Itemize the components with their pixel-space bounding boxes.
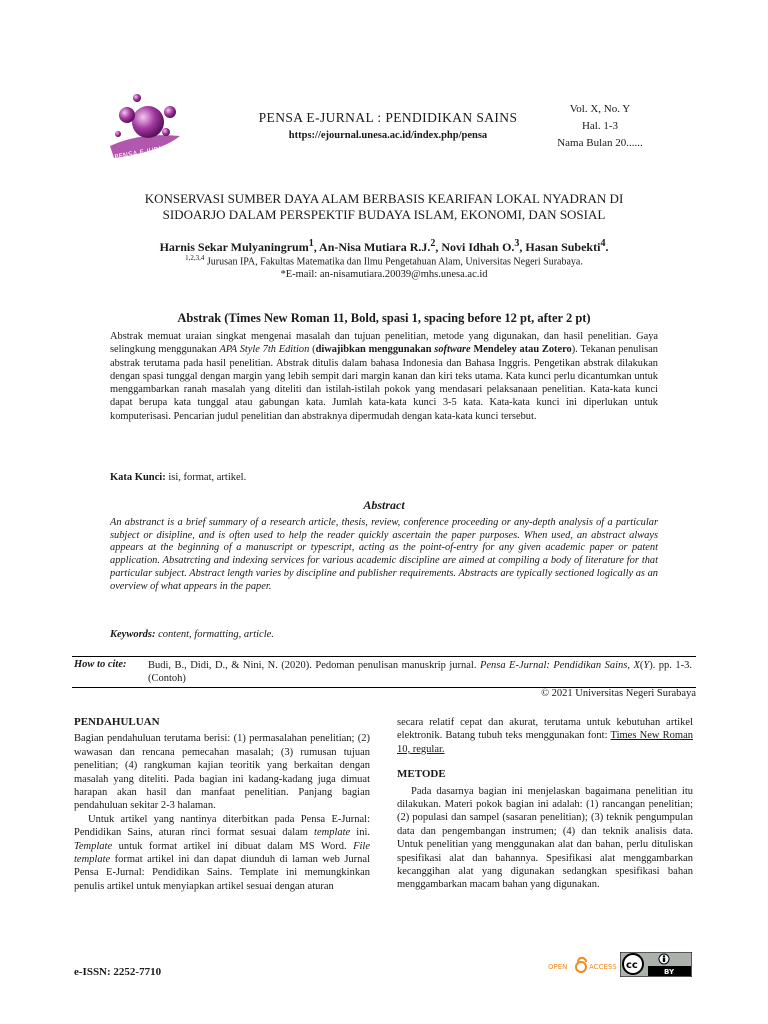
citation-label: How to cite: (74, 659, 127, 670)
email-address[interactable]: an-nisamutiara.20039@mhs.unesa.ac.id (319, 269, 488, 280)
keywords-label: Keywords: (110, 629, 156, 640)
corresponding-email (100, 269, 668, 280)
abstrak-software: software (434, 344, 471, 356)
section-heading-pendahuluan: PENDAHULUAN (74, 716, 160, 728)
title-line-1: KONSERVASI SUMBER DAYA ALAM BERBASIS KEARIFAN LOKAL NYADRAN DI (144, 191, 624, 206)
author-name: Hasan Subekti (525, 240, 601, 254)
author-sup: 1 (308, 238, 314, 249)
abstrak-heading: Abstrak (Times New Roman 11, Bold, spasi 1, spacing before 12 pt, after 2 pt) (177, 311, 591, 325)
citation-part: Budi, B., Didi, D., & Nini, N. (2020). Pedoman penulisan manuskrip jurnal. (148, 660, 480, 671)
open-access-badge (548, 956, 620, 974)
open-text: OPEN (548, 963, 568, 971)
author-sep: , (435, 240, 442, 254)
logo-text: PENSA E-JURNAL (113, 143, 174, 162)
kata-kunci (110, 472, 658, 483)
author-end: . (605, 240, 609, 254)
citation-part: ( (639, 660, 644, 671)
eissn: e-ISSN: 2252-7710 (74, 966, 162, 978)
author-name: An-Nisa Mutiara R.J. (319, 240, 431, 254)
open-access-lock-icon (576, 958, 586, 972)
by-text: BY (664, 968, 675, 976)
abstrak-text: ). Tekanan penulisan abstrak terutama pada hasil penelitian. Abstrak ditulis dalam bahasa Indonesia dan Bahasa Inggris. Pengetikan abstrak dilakukan dengan spasi tunggal dengan margin yang lebih sempit dari margin kanan dan kiri teks utama. Kata kunci perlu dicantumkan untuk menggambarkan ranah masalah yang diteliti dan istilah-istilah pokok yang mendasari pelaksanaan penelitian. Kata-kata kunci dapat berupa kata tunggal atau gabungan kata. Jumlah kata-kata kunci 3-5 kata. Kata-kata kunci ini diperlukan untuk komputerisasi. Pencarian judul penelitian dan abstraknya dipermudah dengan kata-kata kunci tersebut. (110, 344, 658, 422)
author-sup: 3 (514, 238, 520, 249)
cc-by-badge (620, 952, 692, 977)
abstract-heading: Abstract (363, 498, 405, 512)
abstrak-bold: diwajibkan menggunakan (315, 344, 435, 356)
citation-journal: Pensa E-Jurnal: Pendidikan Sains (479, 660, 628, 671)
affiliation-text: Jurusan IPA, Fakultas Matematika dan Ilmu Pengetahuan Alam, Universitas Negeri Surabaya. (204, 256, 583, 268)
text: Untuk artikel yang nantinya diterbitkan pada Pensa E-Jurnal: Pendidikan Sains, aturan rinci format sesuai dalam (74, 813, 370, 839)
apa-style: APA Style 7th Edition (219, 344, 310, 356)
author-sep: , (313, 240, 320, 254)
text: untuk format artikel ini dibuat dalam MS Word. (112, 840, 354, 852)
section-heading-metode: METODE (397, 768, 446, 781)
left-column (74, 716, 370, 893)
author-list (100, 238, 668, 255)
copyright: © 2021 Universitas Negeri Surabaya (541, 688, 696, 699)
author-sup: 4 (600, 238, 606, 249)
attribution-person-icon (659, 954, 669, 964)
citation-text (148, 659, 692, 685)
text-italic: File template (74, 840, 370, 866)
affiliation (100, 254, 668, 267)
citation-part: ). pp. 1-3. (Contoh) (148, 660, 692, 684)
text-italic: template (314, 827, 351, 839)
author-name: Harnis Sekar Mulyaningrum (159, 240, 309, 254)
kata-kunci-value: isi, format, artikel. (165, 472, 247, 483)
author-sup: 2 (430, 238, 436, 249)
cc-icon: cc (626, 960, 638, 971)
citation-volume: X (633, 660, 640, 671)
email-label: *E-mail: (280, 269, 320, 280)
abstract-body: An abstranct is a brief summary of a research article, thesis, review, conference proceeding or any-depth analysis of a particular subject or disipline, and is often used to help the reader quickly ascertain the paper purposes. When used, an abstract always appears at the beginning of a manuscript or typescript, acting as the point-of-entry for any given academic paper or patent application. Absatrcting and indexing services for various academic discipline are aimed at compiling a body of literature for that particular subject. Abstract length varies by discipline and publisher requirements. Abstracts are typically sectioned logically as an overview of what appears in the paper. (110, 517, 658, 592)
page-range: Hal. 1-3 (581, 120, 619, 132)
author-name: Novi Idhah O. (441, 240, 515, 254)
issue-date: Nama Bulan 20...... (557, 137, 643, 149)
abstrak-text: ( (309, 344, 316, 356)
abstrak-text: Abstrak memuat uraian singkat mengenai masalah dan tujuan penelitian, metode yang digunakan, dan hasil penelitian. Gaya selingkung menggunakan (110, 331, 658, 356)
text: format artikel ini dan dapat diunduh di laman web Jurnal Pensa E-Jurnal: Pendidikan Sains. Template ini memungkinkan penulis artikel untuk menyiapkan artikel sesuai dengan aturan (74, 854, 370, 892)
volume-number: Vol. X, No. Y (569, 103, 631, 115)
title-line-2: SIDOARJO DALAM PERSPEKTIF BUDAYA ISLAM, EKONOMI, DAN SOSIAL (162, 207, 606, 222)
citation-box (72, 656, 696, 688)
keywords-value: content, formatting, article. (155, 629, 274, 640)
paragraph (397, 716, 693, 756)
font-note: Times New Roman 10, regular. (397, 730, 693, 755)
author-sep: , (519, 240, 526, 254)
text-italic: Template (74, 840, 113, 852)
paragraph: Pada dasarnya bagian ini menjelaskan bagaimana penelitian itu dilakukan. Materi pokok bagian ini adalah: (1) rancangan penelitian; (2) populasi dan sampel (sasaran penelitian); (3) teknik pengumpulan data dan pengembangan instrumen; (4) dan teknik analisis data. Untuk penelitian yang menggunakan alat dan bahan, perlu dituliskan spesifikasi alat dan bahannya. Spesifikasi alat menggambarkan kecanggihan alat yang digunakan sedangkan spesifikasi bahan menggambarkan macam bahan yang digunakan. (397, 785, 693, 891)
paper-title (100, 191, 668, 223)
keywords (110, 629, 658, 640)
abstrak-body (110, 330, 658, 423)
paragraph (74, 813, 370, 893)
journal-name: PENSA E-JURNAL : PENDIDIKAN SAINS (258, 110, 518, 125)
affiliation-sup: 1,2,3,4 (185, 254, 205, 262)
paragraph: Bagian pendahuluan terutama berisi: (1) permasalahan penelitian; (2) wawasan dan rencana pemecahan masalah; (3) rumusan tujuan penelitian; (4) rangkuman kajian teoritik yang berkaitan dengan masalah yang diteliti. Pada bagian ini kadang-kadang juga dimuat harapan akan hasil dan manfaat penelitian. Panjang bagian pendahuluan sekitar 2-3 halaman. (74, 733, 370, 812)
right-column (397, 716, 693, 892)
text: ini. (350, 827, 371, 839)
citation-part: , (627, 660, 634, 671)
kata-kunci-label: Kata Kunci: (110, 472, 166, 483)
access-text: ACCESS (589, 963, 617, 971)
citation-issue: Y (643, 660, 650, 671)
abstrak-bold: Mendeley atau Zotero (470, 344, 572, 356)
journal-url[interactable]: https://ejournal.unesa.ac.id/index.php/pensa (288, 130, 488, 141)
text: secara relatif cepat dan akurat, terutama untuk kebutuhan artikel elektronik. Batang tubuh teks menggunakan font: (397, 717, 693, 742)
journal-logo (100, 92, 200, 166)
